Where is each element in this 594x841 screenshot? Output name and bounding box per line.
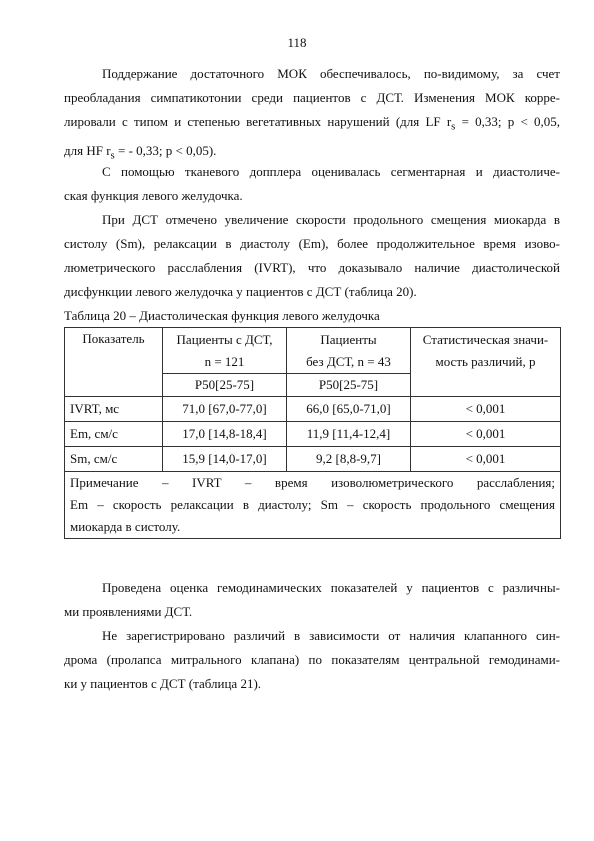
- subscript: s: [451, 120, 456, 133]
- table-note-line-2: Em – скорость релаксации в диастолу; Sm – скорость продольного смещения: [70, 497, 555, 512]
- row-p-value: < 0,001: [411, 422, 561, 447]
- paragraph-3-line-2: систолу (Sm), релаксации в диастолу (Em), более продолжительное время изово-: [64, 236, 560, 251]
- subscript: s: [110, 149, 115, 162]
- header-significance-line-1: Статистическая значи-: [422, 332, 549, 347]
- paragraph-5-line-2: дрома (пролапса митрального клапана) по показателям центральной гемодинами-: [64, 652, 560, 667]
- text-segment: лировали с типом и степенью вегетативных нарушений (для LF r: [64, 114, 452, 129]
- row-no-dst-value: 9,2 [8,8-9,7]: [287, 447, 411, 472]
- header-no-dst-line-1: Пациенты: [320, 332, 377, 347]
- paragraph-1-line-2: преобладания симпатикотонии среди пациентов с ДСТ. Изменения МОК корре-: [64, 90, 560, 105]
- header-no-dst-group: [287, 328, 411, 374]
- text-segment: = 0,33; p < 0,05,: [455, 114, 560, 129]
- row-indicator: Em, см/с: [65, 422, 163, 447]
- header-no-dst-line-2: без ДСТ, n = 43: [306, 354, 391, 369]
- header-significance-line-2: мость различий, p: [435, 354, 536, 369]
- paragraph-5-line-1: Не зарегистрировано различий в зависимости от наличия клапанного син-: [102, 628, 560, 643]
- paragraph-2-line-2: ская функция левого желудочка.: [64, 188, 243, 203]
- row-no-dst-value: 66,0 [65,0-71,0]: [287, 397, 411, 422]
- paragraph-1: [64, 62, 560, 167]
- row-dst-value: 71,0 [67,0-77,0]: [163, 397, 287, 422]
- row-dst-value: 15,9 [14,0-17,0]: [163, 447, 287, 472]
- subheader-dst-median: P50[25-75]: [163, 374, 287, 397]
- paragraph-3: [64, 208, 560, 304]
- paragraph-5-line-3: ки у пациентов с ДСТ (таблица 21).: [64, 676, 262, 691]
- table-row: [65, 397, 561, 422]
- table-row: [65, 447, 561, 472]
- paragraph-1-line-3: [64, 110, 560, 139]
- text-segment: для HF r: [64, 142, 111, 158]
- header-indicator: Показатель: [65, 328, 163, 397]
- table-note-line-1: Примечание – IVRT – время изоволюметрического расслабления;: [70, 475, 555, 490]
- diastolic-function-table: [64, 327, 561, 539]
- paragraph-4-line-1: Проведена оценка гемодинамических показателей у пациентов с различны-: [102, 580, 560, 595]
- paragraph-2-line-1: С помощью тканевого допплера оценивалась сегментарная и диастоличе-: [102, 164, 560, 179]
- page-number: 118: [287, 35, 307, 50]
- table-note-line-3: миокарда в систолу.: [70, 519, 181, 534]
- table-note: [65, 472, 561, 539]
- header-dst-group: [163, 328, 287, 374]
- header-dst-line-1: Пациенты с ДСТ,: [176, 332, 273, 347]
- paragraph-1-line-1: Поддержание достаточного МОК обеспечивалось, по-видимому, за счет: [102, 66, 560, 81]
- paragraph-2: [64, 160, 560, 208]
- table-row: [65, 422, 561, 447]
- paragraph-4-line-2: ми проявлениями ДСТ.: [64, 604, 193, 619]
- paragraph-3-line-1: При ДСТ отмечено увеличение скорости продольного смещения миокарда в: [102, 212, 560, 227]
- header-dst-line-2: n = 121: [204, 354, 245, 369]
- table-caption: Таблица 20 – Диастолическая функция левого желудочка: [64, 308, 380, 323]
- paragraph-3-line-4: дисфункции левого желудочка у пациентов с ДСТ (таблица 20).: [64, 284, 417, 299]
- subheader-no-dst-median: P50[25-75]: [287, 374, 411, 397]
- row-dst-value: 17,0 [14,8-18,4]: [163, 422, 287, 447]
- paragraph-5: [64, 624, 560, 696]
- paragraph-3-line-3: люметрического расслабления (IVRT), что доказывало наличие диастолической: [64, 260, 560, 275]
- paragraph-4: [64, 576, 560, 624]
- row-indicator: Sm, см/с: [65, 447, 163, 472]
- row-indicator: IVRT, мс: [65, 397, 163, 422]
- row-p-value: < 0,001: [411, 447, 561, 472]
- row-no-dst-value: 11,9 [11,4-12,4]: [287, 422, 411, 447]
- text-segment: = - 0,33; p < 0,05).: [114, 142, 217, 158]
- row-p-value: < 0,001: [411, 397, 561, 422]
- table-header-row: [65, 328, 561, 374]
- header-significance: [411, 328, 561, 397]
- table-note-row: [65, 472, 561, 539]
